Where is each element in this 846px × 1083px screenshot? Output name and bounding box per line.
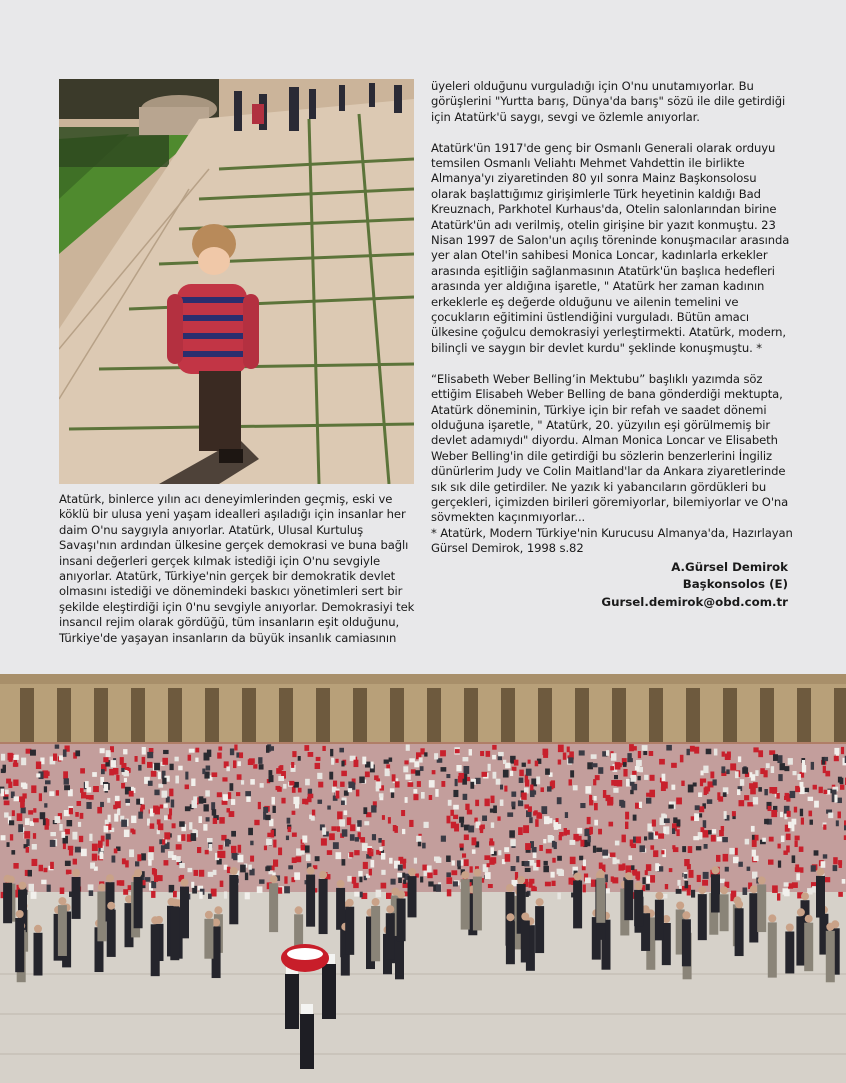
signature-block [431,559,793,612]
left-paragraph: Atatürk, binlerce yılın acı deneyimlerinden geçmiş, eski ve köklü bir ulusa yeni yaşam idealleri aşıladığı için insanlar her daim O'nu saygıyla anıyorlar. Atatürk, Ulusal Kurtuluş Savaşı'nın ardından ülkesine gerçek demokrasi ve buna bağlı insani değerleri gerçek kılmak istediği için O'nu sevgiyle anıyorlar. Atatürk, Türkiye'nin gerçek bir demokratik devlet olmasını istediği ve dönemindeki baskıcı yönetimleri sert bir şekilde eleştirdiği için 0'nu sevgiyle anıyorlar. Demokrasiyi tek insancıl rejim olarak gördüğü, tüm insanların eşit olduğunu, Türkiye'de yaşayan insanların da büyük insanlık camiasının [59,492,415,645]
ceremony-crowd-illustration [0,674,846,1083]
child-walking-photo [59,79,414,484]
signature-name: A.Gürsel Demirok [671,559,788,574]
right-paragraph-1: üyeleri olduğunu vurguladığı için O'nu unutamıyorlar. Bu görüşlerini "Yurtta barış, Dünya'da barış" sözü ile dile getirdiği için Atatürk'ü saygı, sevgi ve özlemle anıyorlar. [431,79,786,124]
signature-email: Gursel.demirok@obd.com.tr [601,594,788,609]
left-column [59,492,415,646]
right-column [431,79,793,611]
right-paragraph-2: Atatürk'ün 1917'de genç bir Osmanlı Generali olarak orduyu temsilen Osmanlı Veliahtı Mehmet Vahdettin ile birlikte Almanya'yı ziyaretinden 80 yıl sonra Mainz Başkonsolosu olarak başlattığımız girişimlerle Türk heyetinin kaldığı Bad Kreuznach, Parkhotel Kurhaus'da, Otelin salonlarından birine Atatürk'ün adı verilmiş, otelin girişine bir yazıt konmuştu. 23 Nisan 1997 de Salon'un açılış töreninde konuşmacılar arasında yer alan Otel'in sahibesi Monica Loncar, kadınlarla erkekler arasında eşitliğin sağlanmasının Atatürk'ün başlıca hedefleri arasında yer aldığına işaretle, " Atatürk her zaman kadının erkeklerle eş değerde olduğunu ve ailenin temelini ve çocukların eğitimini üstlendiğini vurguladı. Bütün amacı ülkesine çoğulcu demokrasiyi yerleştirmekti. Atatürk, modern, bilinçli ve saygın bir devlet kurdu" şeklinde konuşmuştu. * [431,140,790,355]
child-walking-illustration [59,79,414,484]
ceremony-crowd-photo [0,674,846,1083]
right-paragraph-3: “Elisabeth Weber Belling’in Mektubu” başlıklı yazımda söz ettiğim Elisabeh Weber Belling de bana gönderdiği mektupta, Atatürk döneminin, Türkiye için bir refah ve saadet dönemi olduğuna işaretle, " Atatürk, 20. yüzyılın eşi görülmemiş bir devlet adamıydı" diyordu. Alman Monica Loncar ve Elisabeth Weber Belling'in dile getirdiği bu sözlerin benzerlerini İngiliz dünürlerim Judy ve Colin Maitland'lar da Ankara ziyaretlerinde sık sık dile getirdiler. Ne yazık ki yabancıların gördükleri bu gerçekleri, içimizden birileri göremiyorlar, bilemiyorlar ve O'na sövmekten kaçınmıyorlar... [431,371,789,525]
signature-title: Başkonsolos (E) [682,577,788,592]
footnote: * Atatürk, Modern Türkiye'nin Kurucusu Almanya'da, Hazırlayan Gürsel Demirok, 1998 s.82 [431,525,793,556]
